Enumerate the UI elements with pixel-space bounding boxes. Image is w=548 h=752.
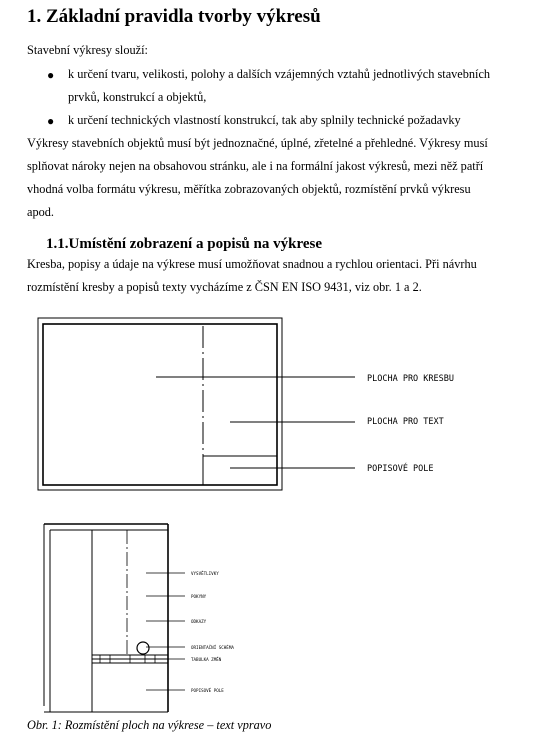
intro-text: Stavební výkresy slouží:: [27, 43, 148, 57]
section-subheading: 1.1.Umístění zobrazení a popisů na výkrese: [46, 236, 322, 252]
label-text-area: PLOCHA PRO TEXT: [367, 417, 444, 427]
bullet-marker: ●: [47, 114, 55, 128]
sheet-outer-frame: [38, 318, 282, 490]
label-drawing-area: PLOCHA PRO KRESBU: [367, 374, 454, 384]
label-orientation-scheme: ORIENTAČNÍ SCHÉMA: [191, 645, 234, 650]
bullet-1-line-1: k určení tvaru, velikosti, polohy a dalších vzájemných vztahů jednotlivých stavebních: [68, 67, 491, 81]
paragraph-1-line-1: Výkresy stavebních objektů musí být jednoznačné, úplné, zřetelné a přehledné. Výkresy musí: [27, 136, 488, 150]
label-instructions: POKYNY: [191, 594, 207, 599]
label-references: ODKAZY: [191, 619, 207, 624]
paragraph-1-line-4: apod.: [27, 205, 54, 219]
bullet-marker: ●: [47, 68, 55, 82]
orientation-circle: [137, 642, 149, 654]
bullet-2-line-1: k určení technických vlastností konstrukcí, tak aby splnily technické požadavky: [68, 113, 461, 127]
paragraph-1-line-2: splňovat nároky nejen na obsahovou stránku, ale i na formální jakost výkresů, mezi něž patří: [27, 159, 484, 173]
paragraph-1-line-3: vhodná volba formátu výkresu, měřítka zobrazovaných objektů, rozmístění prvků výkresu: [27, 182, 471, 196]
label-title-block-detail: POPISOVÉ POLE: [191, 688, 224, 693]
label-explanations: VYSVĚTLIVKY: [191, 571, 219, 576]
paragraph-2-line-1: Kresba, popisy a údaje na výkrese musí umožňovat snadnou a rychlou orientaci. Při návrhu: [27, 257, 477, 271]
label-change-table: TABULKA ZMĚN: [191, 657, 222, 662]
page-heading: 1. Základní pravidla tvorby výkresů: [27, 6, 321, 27]
paragraph-2-line-2: rozmístění kresby a popisů texty vycházíme z ČSN EN ISO 9431, viz obr. 1 a 2.: [27, 280, 422, 294]
bullet-1-line-2: prvků, konstrukcí a objektů,: [68, 90, 207, 104]
figure-caption: Obr. 1: Rozmístění ploch na výkrese – text vpravo: [27, 718, 272, 732]
label-title-block: POPISOVÉ POLE: [367, 464, 434, 474]
sheet-inner-frame: [43, 324, 277, 485]
